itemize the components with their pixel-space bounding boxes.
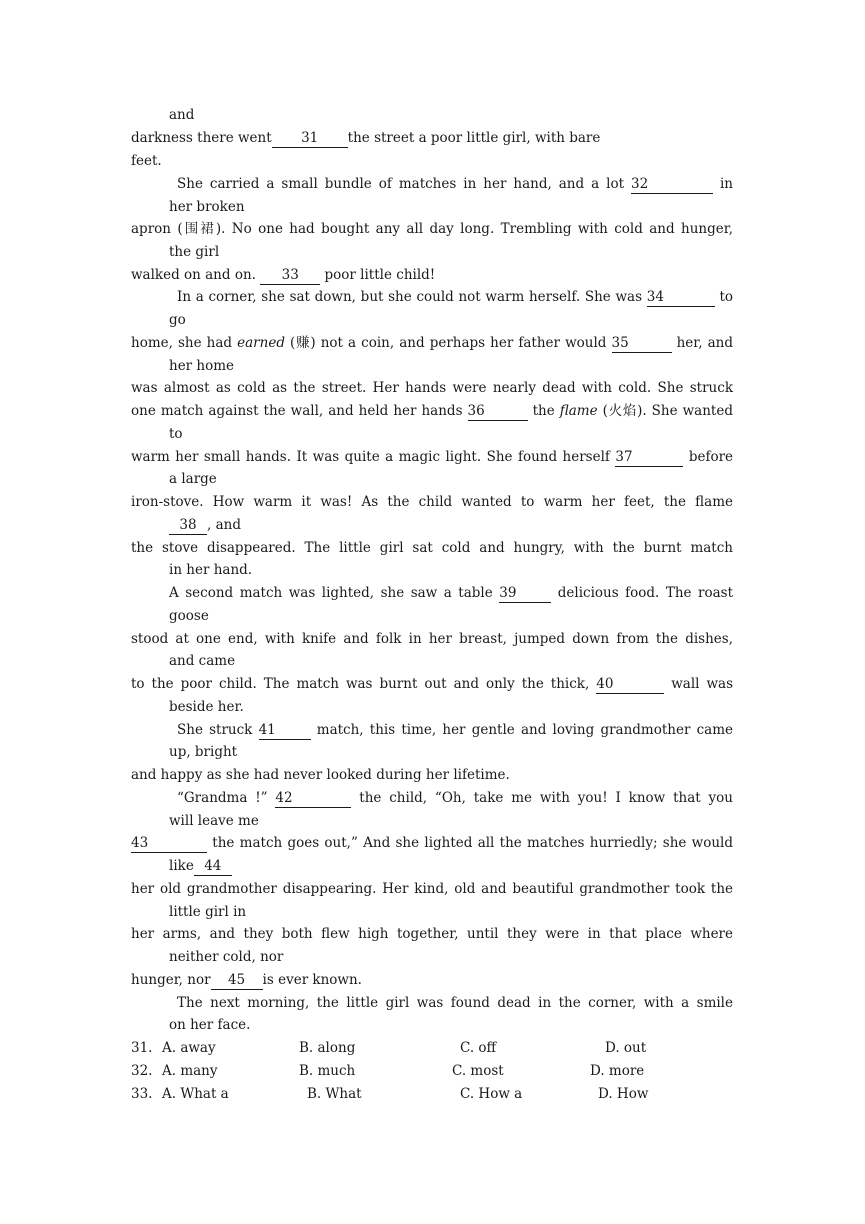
text-line: the stove disappeared. The little girl sat cold and hungry, with the burnt match xyxy=(131,540,733,556)
text-line: She struck 41 match, this time, her gentle and loving grandmother came xyxy=(177,722,734,738)
text-line: hunger, nor 45 is ever known. xyxy=(131,972,362,988)
text-line: warm her small hands. It was quite a magic light. She found herself 37 before xyxy=(131,449,734,465)
text-line: to the poor child. The match was burnt out and only the thick, 40 wall was xyxy=(131,676,734,692)
text-line: her old grandmother disappearing. Her kind, old and beautiful grandmother took the xyxy=(131,881,733,897)
text-line: goose xyxy=(169,608,209,624)
blank-32[interactable]: 32 xyxy=(631,176,713,194)
text-line: up, bright xyxy=(169,744,238,760)
text-line: 38 , and xyxy=(169,514,733,537)
blank-34[interactable]: 34 xyxy=(647,289,715,307)
option-d[interactable]: D. out xyxy=(605,1040,647,1056)
text-line: was almost as cold as the street. Her hands were nearly dead with cold. She struck xyxy=(131,380,733,396)
text-line: and came xyxy=(169,653,236,669)
text-line: the girl xyxy=(169,244,220,260)
question-number: 32. xyxy=(131,1063,153,1079)
text-line: little girl in xyxy=(169,904,247,920)
blank-38[interactable]: 38 xyxy=(169,517,207,535)
option-b[interactable]: B. along xyxy=(299,1040,356,1056)
option-c[interactable]: C. off xyxy=(460,1040,497,1056)
text-line: and xyxy=(169,107,195,123)
text-line: apron (围裙). No one had bought any all day long. Trembling with cold and hunger, xyxy=(131,221,733,237)
text-line: to xyxy=(169,426,183,442)
text-line: In a corner, she sat down, but she could not warm herself. She was 34 to xyxy=(177,289,733,305)
text-line: neither cold, nor xyxy=(169,949,284,965)
blank-43[interactable]: 43 xyxy=(131,835,207,853)
text-line: one match against the wall, and held her hands 36 the flame (火焰). She wanted xyxy=(131,403,733,419)
option-c[interactable]: C. most xyxy=(452,1063,504,1079)
option-a[interactable]: A. many xyxy=(162,1063,218,1079)
blank-42[interactable]: 42 xyxy=(275,790,351,808)
text-line: will leave me xyxy=(169,813,259,829)
text-line: home, she had earned (赚) not a coin, and perhaps her father would 35 her, and xyxy=(131,335,733,351)
option-d[interactable]: D. more xyxy=(590,1063,645,1079)
text-line: her home xyxy=(169,358,235,374)
text-line: walked on and on. 33 poor little child! xyxy=(131,267,436,283)
blank-37[interactable]: 37 xyxy=(615,449,683,467)
text-line: 43 the match goes out,” And she lighted all the matches hurriedly; she would xyxy=(131,835,733,851)
blank-33[interactable]: 33 xyxy=(260,267,320,285)
text-line: like 44 xyxy=(169,855,733,878)
text-line: feet. xyxy=(131,153,162,169)
blank-31[interactable]: 31 xyxy=(272,130,348,148)
text-line: beside her. xyxy=(169,699,244,715)
blank-40[interactable]: 40 xyxy=(596,676,664,694)
blank-36[interactable]: 36 xyxy=(468,403,528,421)
option-d[interactable]: D. How xyxy=(598,1086,649,1102)
text-line: a large xyxy=(169,471,217,487)
option-b[interactable]: B. much xyxy=(299,1063,356,1079)
text-line: “Grandma !” 42 the child, “Oh, take me with you! I know that you xyxy=(177,790,733,806)
question-number: 31. xyxy=(131,1040,153,1056)
text-line: The next morning, the little girl was found dead in the corner, with a smile xyxy=(177,995,733,1011)
text-line: darkness there went 31 the street a poor little girl, with bare xyxy=(131,130,601,146)
text-line: her arms, and they both flew high together, until they were in that place where xyxy=(131,926,733,942)
blank-39[interactable]: 39 xyxy=(499,585,551,603)
question-number: 33. xyxy=(131,1086,153,1102)
option-c[interactable]: C. How a xyxy=(460,1086,523,1102)
blank-44[interactable]: 44 xyxy=(194,858,232,876)
blank-35[interactable]: 35 xyxy=(612,335,672,353)
blank-41[interactable]: 41 xyxy=(259,722,311,740)
option-a[interactable]: A. away xyxy=(162,1040,216,1056)
blank-45[interactable]: 45 xyxy=(211,972,263,990)
text-line: iron-stove. How warm it was! As the child wanted to warm her feet, the flame xyxy=(131,494,733,510)
text-line: A second match was lighted, she saw a table 39 delicious food. The roast xyxy=(169,585,734,601)
text-line: go xyxy=(169,312,186,328)
option-b[interactable]: B. What xyxy=(307,1086,362,1102)
text-line: and happy as she had never looked during her lifetime. xyxy=(131,767,510,783)
text-line: in her hand. xyxy=(169,562,253,578)
text-line: stood at one end, with knife and folk in her breast, jumped down from the dishes, xyxy=(131,631,733,647)
text-line: She carried a small bundle of matches in her hand, and a lot 32 in xyxy=(177,176,733,192)
text-line: on her face. xyxy=(169,1017,251,1033)
text-line: her broken xyxy=(169,199,245,215)
option-a[interactable]: A. What a xyxy=(162,1086,229,1102)
